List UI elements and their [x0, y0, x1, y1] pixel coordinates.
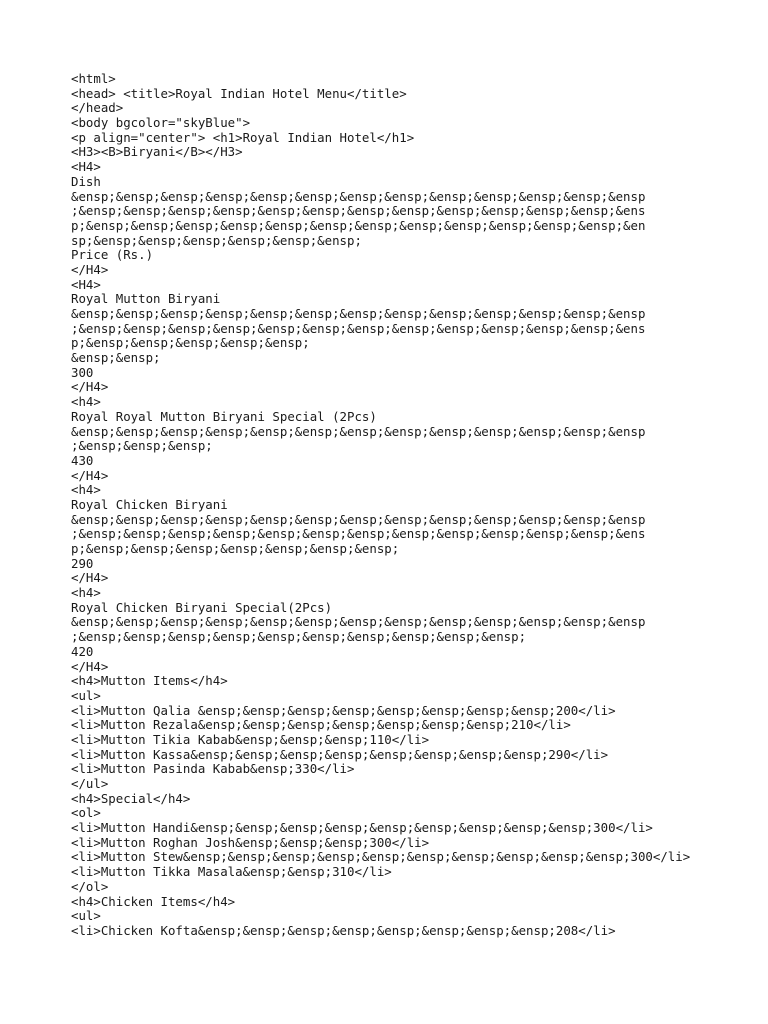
code-line: <ul>: [71, 687, 101, 703]
code-line: p;&ensp;&ensp;&ensp;&ensp;&ensp;: [71, 335, 310, 351]
code-line: <h4>Mutton Items</h4>: [71, 673, 228, 689]
code-line: ;&ensp;&ensp;&ensp;&ensp;&ensp;&ensp;&ensp;&ensp;&ensp;&ensp;&ensp;&ensp;&ens: [71, 526, 646, 542]
code-line: 290: [71, 555, 94, 571]
code-line: Royal Chicken Biryani Special(2Pcs): [71, 599, 333, 615]
code-line: &ensp;&ensp;&ensp;&ensp;&ensp;&ensp;&ensp;&ensp;&ensp;&ensp;&ensp;&ensp;&ensp: [71, 614, 646, 630]
code-line: &ensp;&ensp;&ensp;&ensp;&ensp;&ensp;&ensp;&ensp;&ensp;&ensp;&ensp;&ensp;&ensp: [71, 423, 646, 439]
code-line: </H4>: [71, 570, 109, 586]
code-line: <li>Mutton Tikka Masala&ensp;&ensp;310</li>: [71, 864, 392, 880]
code-line: 420: [71, 643, 94, 659]
code-line: ;&ensp;&ensp;&ensp;&ensp;&ensp;&ensp;&ensp;&ensp;&ensp;&ensp;&ensp;&ensp;&ens: [71, 320, 646, 336]
code-line: ;&ensp;&ensp;&ensp;: [71, 438, 213, 454]
code-line: <H4>: [71, 159, 101, 175]
code-line: <H4>: [71, 276, 101, 292]
code-line: &ensp;&ensp;&ensp;&ensp;&ensp;&ensp;&ensp;&ensp;&ensp;&ensp;&ensp;&ensp;&ensp: [71, 306, 646, 321]
code-line: <li>Mutton Pasinda Kabab&ensp;330</li>: [71, 761, 355, 777]
code-line: <li>Mutton Rezala&ensp;&ensp;&ensp;&ensp;&ensp;&ensp;&ensp;210</li>: [71, 717, 571, 733]
code-line: <H3><B>Biryani</B></H3>: [71, 144, 243, 160]
code-line: <h4>Chicken Items</h4>: [71, 893, 236, 909]
code-line: Dish: [71, 173, 101, 189]
code-line: <li>Mutton Handi&ensp;&ensp;&ensp;&ensp;&ensp;&ensp;&ensp;&ensp;&ensp;300</li>: [71, 820, 653, 836]
code-line: 300: [71, 364, 94, 380]
code-line: ;&ensp;&ensp;&ensp;&ensp;&ensp;&ensp;&ensp;&ensp;&ensp;&ensp;&ensp;&ensp;&ens: [71, 203, 646, 219]
code-line: </ol>: [71, 878, 109, 894]
code-line: <li>Mutton Qalia &ensp;&ensp;&ensp;&ensp;&ensp;&ensp;&ensp;&ensp;200</li>: [71, 702, 616, 718]
code-line: </head>: [71, 100, 124, 116]
code-line: </H4>: [71, 467, 109, 483]
code-line: p;&ensp;&ensp;&ensp;&ensp;&ensp;&ensp;&ensp;&ensp;&ensp;&ensp;&ensp;&ensp;&en: [71, 217, 646, 233]
code-line: <h4>Special</h4>: [71, 790, 191, 806]
code-line: <h4>: [71, 585, 101, 601]
code-line: </H4>: [71, 658, 109, 674]
code-line: <h4>: [71, 482, 101, 498]
code-line: <body bgcolor="skyBlue">: [71, 115, 251, 131]
code-line: <p align="center"> <h1>Royal Indian Hotel</h1>: [71, 129, 415, 145]
code-line: <html>: [71, 71, 116, 86]
code-line: </H4>: [71, 379, 109, 395]
code-line: p;&ensp;&ensp;&ensp;&ensp;&ensp;&ensp;&ensp;: [71, 541, 400, 556]
code-line: Royal Mutton Biryani: [71, 291, 221, 307]
code-line: &ensp;&ensp;&ensp;&ensp;&ensp;&ensp;&ensp;&ensp;&ensp;&ensp;&ensp;&ensp;&ensp: [71, 188, 646, 204]
code-line: 430: [71, 452, 94, 468]
code-line: <li>Mutton Stew&ensp;&ensp;&ensp;&ensp;&ensp;&ensp;&ensp;&ensp;&ensp;&ensp;300</li>: [71, 849, 691, 865]
code-line: <li>Mutton Kassa&ensp;&ensp;&ensp;&ensp;&ensp;&ensp;&ensp;&ensp;290</li>: [71, 746, 609, 762]
code-listing: [71, 72, 711, 939]
code-line: <li>Mutton Roghan Josh&ensp;&ensp;&ensp;300</li>: [71, 834, 430, 850]
code-line: <ul>: [71, 908, 101, 924]
code-line: Price (Rs.): [71, 247, 154, 263]
code-line: <li>Chicken Kofta&ensp;&ensp;&ensp;&ensp;&ensp;&ensp;&ensp;&ensp;208</li>: [71, 922, 616, 938]
code-line: Royal Chicken Biryani: [71, 496, 228, 512]
code-line: <ol>: [71, 805, 101, 821]
code-line: </ul>: [71, 776, 109, 791]
code-line: sp;&ensp;&ensp;&ensp;&ensp;&ensp;&ensp;: [71, 232, 362, 248]
code-line: </H4>: [71, 261, 109, 277]
code-line: <li>Mutton Tikia Kabab&ensp;&ensp;&ensp;110</li>: [71, 731, 430, 747]
code-line: <h4>: [71, 394, 101, 410]
code-line: ;&ensp;&ensp;&ensp;&ensp;&ensp;&ensp;&ensp;&ensp;&ensp;&ensp;: [71, 629, 527, 645]
code-line: &ensp;&ensp;&ensp;&ensp;&ensp;&ensp;&ensp;&ensp;&ensp;&ensp;&ensp;&ensp;&ensp: [71, 511, 646, 527]
code-line: <head> <title>Royal Indian Hotel Menu</title>: [71, 85, 407, 101]
code-line: Royal Royal Mutton Biryani Special (2Pcs): [71, 408, 377, 424]
code-line: &ensp;&ensp;: [71, 350, 161, 366]
